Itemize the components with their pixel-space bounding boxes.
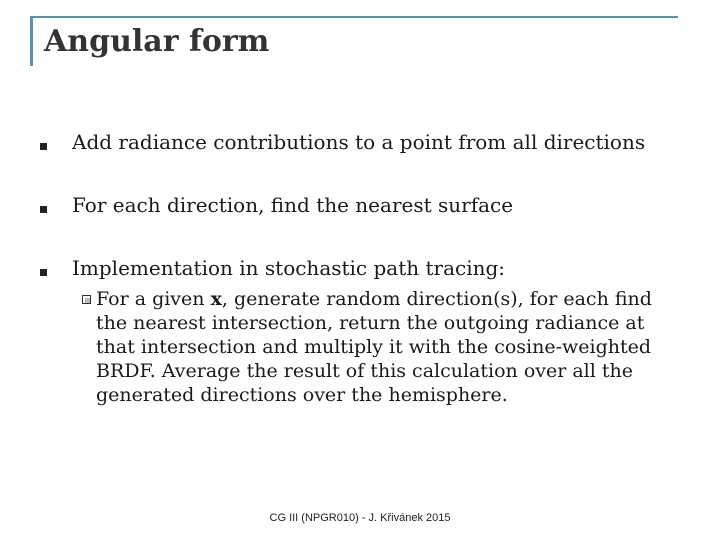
bold-variable-x: x <box>210 288 222 310</box>
bullet-text: Implementation in stochastic path tracing: <box>72 256 506 280</box>
title-frame-vertical-line <box>30 16 33 66</box>
square-bullet-icon <box>40 269 47 276</box>
sub-bullet-text-end: , generate random direction(s), for each find the nearest intersection, return the outgoing radiance at that intersection and multiply it with the cosine-weighted BRDF. Average the result of this calculation over all the generated directions over the hemisphere. <box>96 288 652 406</box>
slide-footer: CG III (NPGR010) - J. Křivánek 2015 <box>269 512 451 524</box>
square-bullet-icon <box>40 143 47 150</box>
square-bullet-icon <box>40 206 47 213</box>
hollow-square-bullet-icon <box>82 295 91 304</box>
sub-bullet-text-start: For a given <box>96 288 211 310</box>
bullet-text: Add radiance contributions to a point from all directions <box>72 130 646 154</box>
sub-bullet-text <box>96 287 671 407</box>
bullet-text: For each direction, find the nearest surface <box>72 193 514 217</box>
slide-title: Angular form <box>44 24 270 59</box>
title-frame-horizontal-line <box>30 16 678 18</box>
